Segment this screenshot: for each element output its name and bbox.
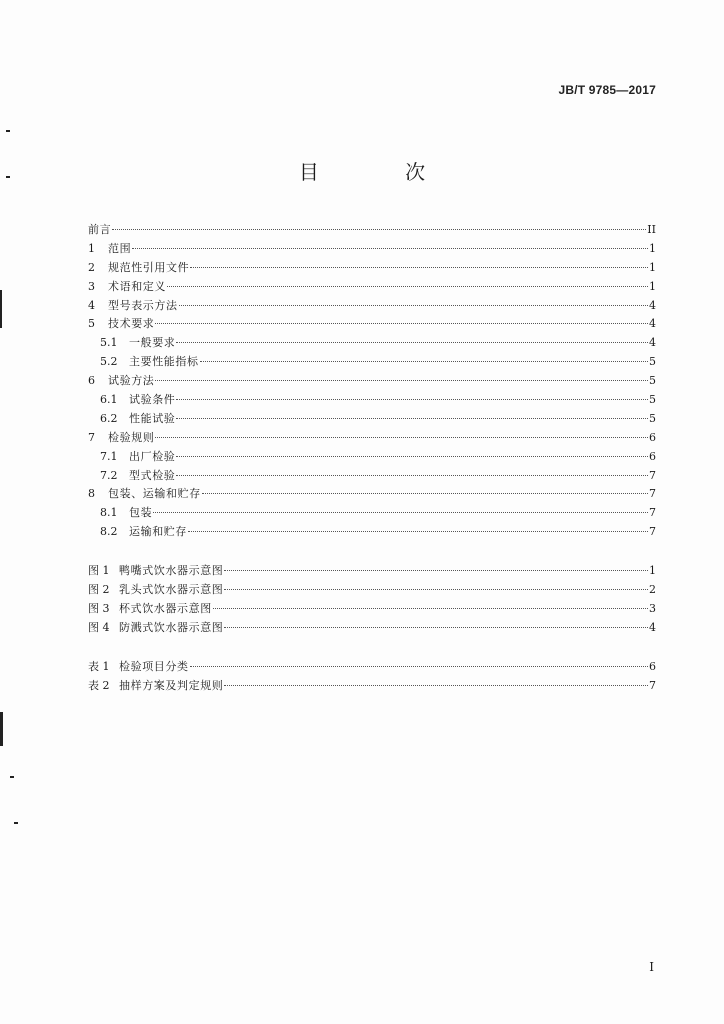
toc-entry-page: 5 bbox=[649, 393, 656, 407]
toc-entry-page: 7 bbox=[649, 525, 656, 539]
toc-entry-page: 1 bbox=[649, 241, 656, 255]
toc-entry-page: II bbox=[647, 223, 656, 236]
toc-dot-leader bbox=[200, 360, 648, 362]
toc-entry-label: 包装、运输和贮存 bbox=[108, 487, 201, 501]
toc-entry-page: 5 bbox=[649, 411, 656, 425]
toc-entry-page: 3 bbox=[649, 601, 656, 615]
toc-entry-number: 1 bbox=[88, 241, 95, 255]
toc-dot-leader bbox=[176, 474, 648, 476]
toc-entry[interactable] bbox=[88, 391, 656, 410]
toc-dot-leader bbox=[132, 247, 648, 249]
toc-entry-label: 术语和定义 bbox=[108, 279, 166, 293]
toc-entry[interactable] bbox=[88, 353, 656, 372]
toc-dot-leader bbox=[155, 379, 648, 381]
toc-entry-page: 5 bbox=[649, 374, 656, 388]
toc-entry-page: 7 bbox=[649, 487, 656, 501]
toc-dot-leader bbox=[153, 511, 648, 513]
toc-tables bbox=[88, 658, 656, 696]
toc-dot-leader bbox=[112, 228, 646, 230]
toc-entry-number: 5 bbox=[88, 317, 95, 331]
toc-entry-number: 8 bbox=[88, 487, 95, 501]
toc-dot-leader bbox=[176, 455, 648, 457]
toc-entry-label: 防溅式饮水器示意图 bbox=[119, 620, 224, 634]
toc-entry[interactable] bbox=[88, 410, 656, 429]
toc-dot-leader bbox=[176, 341, 648, 343]
toc-dot-leader bbox=[224, 569, 648, 571]
toc-figures bbox=[88, 562, 656, 638]
standard-number: JB/T 9785—2017 bbox=[558, 83, 656, 97]
scan-artifact bbox=[0, 712, 3, 746]
toc-entry-label: 检验项目分类 bbox=[119, 659, 189, 673]
toc-dot-leader bbox=[188, 530, 648, 532]
toc-entry-label: 抽样方案及判定规则 bbox=[119, 678, 224, 692]
toc-dot-leader bbox=[224, 684, 648, 686]
toc-entry-number: 2 bbox=[88, 260, 95, 274]
toc-entry-page: 1 bbox=[649, 279, 656, 293]
toc-title: 目 次 bbox=[298, 160, 466, 184]
toc-dot-leader bbox=[155, 436, 648, 438]
toc-entry-number: 7 bbox=[88, 430, 95, 444]
toc-entry-number: 图 2 bbox=[88, 583, 110, 597]
toc-entry[interactable] bbox=[88, 334, 656, 353]
toc-dot-leader bbox=[176, 398, 648, 400]
toc-entry-label: 杯式饮水器示意图 bbox=[119, 601, 212, 615]
toc-entry-page: 6 bbox=[649, 430, 656, 444]
toc-figure-entry[interactable] bbox=[88, 600, 656, 619]
toc-entry-label: 试验方法 bbox=[108, 374, 155, 388]
toc-entry-label: 运输和贮存 bbox=[129, 525, 187, 539]
toc-entry-label: 范围 bbox=[108, 241, 132, 255]
toc-entry-page: 2 bbox=[649, 583, 656, 597]
toc-entry-number: 6.2 bbox=[100, 411, 118, 425]
table-of-contents bbox=[88, 221, 656, 695]
toc-table-entry[interactable] bbox=[88, 658, 656, 677]
toc-entry-page: 1 bbox=[649, 260, 656, 274]
toc-entry-page: 7 bbox=[649, 678, 656, 692]
toc-entry-number: 4 bbox=[88, 298, 95, 312]
toc-entry-page: 4 bbox=[649, 317, 656, 331]
toc-entry-label: 一般要求 bbox=[129, 336, 176, 350]
toc-entry-number: 图 3 bbox=[88, 601, 110, 615]
toc-entry-number: 8.2 bbox=[100, 525, 118, 539]
toc-table-entry[interactable] bbox=[88, 677, 656, 696]
toc-entry-number: 7.1 bbox=[100, 449, 118, 463]
toc-entry-page: 4 bbox=[649, 336, 656, 350]
scan-artifact bbox=[10, 776, 14, 778]
toc-dot-leader bbox=[179, 304, 648, 306]
toc-entry-label: 性能试验 bbox=[129, 411, 176, 425]
toc-entry-page: 7 bbox=[649, 468, 656, 482]
toc-entry-number: 表 1 bbox=[88, 659, 110, 673]
toc-entry-page: 4 bbox=[649, 620, 656, 634]
toc-entry-number: 8.1 bbox=[100, 506, 118, 520]
toc-dot-leader bbox=[176, 417, 648, 419]
footer-page-number: I bbox=[649, 960, 654, 974]
toc-figure-entry[interactable] bbox=[88, 619, 656, 638]
toc-entry[interactable] bbox=[88, 278, 656, 297]
toc-entry-page: 6 bbox=[649, 659, 656, 673]
toc-entry-label: 型号表示方法 bbox=[108, 298, 178, 312]
toc-entry[interactable] bbox=[88, 315, 656, 334]
toc-entry-page: 6 bbox=[649, 449, 656, 463]
toc-entry-label: 鸭嘴式饮水器示意图 bbox=[119, 564, 224, 578]
toc-entry-label: 乳头式饮水器示意图 bbox=[119, 583, 224, 597]
toc-entry-label: 型式检验 bbox=[129, 468, 176, 482]
toc-dot-leader bbox=[155, 322, 648, 324]
toc-entry[interactable] bbox=[88, 504, 656, 523]
toc-entry-number: 3 bbox=[88, 279, 95, 293]
toc-sections bbox=[88, 221, 656, 542]
toc-entry-label: 检验规则 bbox=[108, 430, 155, 444]
toc-entry[interactable] bbox=[88, 221, 656, 240]
toc-dot-leader bbox=[224, 588, 648, 590]
toc-entry[interactable] bbox=[88, 448, 656, 467]
toc-entry[interactable] bbox=[88, 259, 656, 278]
toc-entry[interactable] bbox=[88, 467, 656, 486]
toc-dot-leader bbox=[202, 492, 648, 494]
toc-entry[interactable] bbox=[88, 297, 656, 316]
toc-entry-page: 4 bbox=[649, 298, 656, 312]
toc-entry-number: 5.1 bbox=[100, 336, 118, 350]
toc-entry-number: 7.2 bbox=[100, 468, 118, 482]
toc-dot-leader bbox=[190, 665, 648, 667]
toc-dot-leader bbox=[213, 607, 648, 609]
toc-entry-page: 5 bbox=[649, 355, 656, 369]
toc-figure-entry[interactable] bbox=[88, 562, 656, 581]
toc-dot-leader bbox=[224, 626, 648, 628]
toc-dot-leader bbox=[190, 266, 648, 268]
toc-entry[interactable] bbox=[88, 523, 656, 542]
toc-entry-number: 6.1 bbox=[100, 393, 118, 407]
toc-figure-entry[interactable] bbox=[88, 581, 656, 600]
toc-entry-label: 主要性能指标 bbox=[129, 355, 199, 369]
toc-entry[interactable] bbox=[88, 372, 656, 391]
scan-artifact bbox=[6, 176, 10, 178]
toc-entry[interactable] bbox=[88, 429, 656, 448]
scan-artifact bbox=[6, 130, 10, 132]
toc-entry-number: 6 bbox=[88, 374, 95, 388]
toc-entry[interactable] bbox=[88, 240, 656, 259]
toc-entry-label: 规范性引用文件 bbox=[108, 260, 190, 274]
toc-entry-number: 图 4 bbox=[88, 620, 110, 634]
scan-artifact bbox=[14, 822, 18, 824]
toc-entry-number: 图 1 bbox=[88, 564, 110, 578]
toc-entry-number: 5.2 bbox=[100, 355, 118, 369]
toc-entry-label: 前言 bbox=[88, 223, 112, 236]
toc-entry[interactable] bbox=[88, 485, 656, 504]
scan-artifact bbox=[0, 290, 2, 328]
toc-entry-page: 1 bbox=[649, 564, 656, 578]
toc-entry-page: 7 bbox=[649, 506, 656, 520]
toc-entry-label: 出厂检验 bbox=[129, 449, 176, 463]
toc-entry-number: 表 2 bbox=[88, 678, 110, 692]
toc-entry-label: 包装 bbox=[129, 506, 153, 520]
toc-entry-label: 试验条件 bbox=[129, 393, 176, 407]
toc-dot-leader bbox=[167, 285, 648, 287]
toc-entry-label: 技术要求 bbox=[108, 317, 155, 331]
